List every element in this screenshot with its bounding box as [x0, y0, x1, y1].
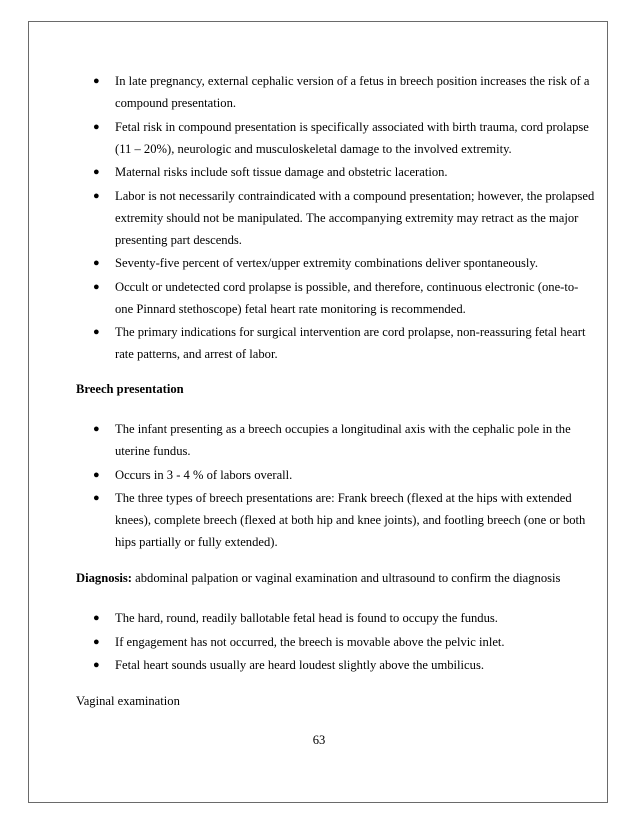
bullet-icon: ● [93, 257, 100, 269]
list-item: ● The primary indications for surgical intervention are cord prolapse, non-reassuring fetal heart rate patterns, and arrest of labor. [76, 321, 596, 365]
bullet-icon: ● [93, 326, 100, 338]
bullet-icon: ● [93, 189, 100, 202]
bullet-icon: ● [93, 659, 100, 671]
list-item: ● In late pregnancy, external cephalic version of a fetus in breech position increases the risk of a compound presentation. [76, 70, 596, 114]
list-item: ● Seventy-five percent of vertex/upper extremity combinations deliver spontaneously. [76, 252, 596, 274]
diagnosis-paragraph [76, 567, 596, 589]
bullet-icon: ● [93, 280, 100, 293]
list-item: ● If engagement has not occurred, the breech is movable above the pelvic inlet. [76, 631, 596, 653]
document-body [76, 70, 596, 712]
bullet-icon: ● [93, 166, 100, 178]
bullet-icon: ● [93, 612, 100, 624]
page-number: 63 [312, 733, 326, 747]
list-item: ● Fetal heart sounds usually are heard loudest slightly above the umbilicus. [76, 654, 596, 676]
list-item: ● Occurs in 3 - 4 % of labors overall. [76, 464, 596, 486]
bullet-icon: ● [93, 75, 100, 87]
diagnosis-list [76, 607, 596, 676]
list-item: ● Maternal risks include soft tissue damage and obstetric laceration. [76, 161, 596, 183]
diagnosis-label: Diagnosis: [76, 571, 132, 585]
diagnosis-text: abdominal palpation or vaginal examination and ultrasound to confirm the diagnosis [131, 571, 561, 585]
list-item: ● Fetal risk in compound presentation is specifically associated with birth trauma, cord prolapse (11 – 20%), neurologic and musculoskeletal damage to the involved extremity. [76, 116, 596, 160]
list-item: ● The three types of breech presentations are: Frank breech (flexed at the hips with extended knees), complete breech (flexed at both hip and knee joints), and footling breech (one or both hips partially or fully extended). [76, 487, 596, 553]
vaginal-examination-heading: Vaginal examination [76, 694, 180, 708]
list-item: ● The infant presenting as a breech occupies a longitudinal axis with the cephalic pole in the uterine fundus. [76, 418, 596, 462]
list-item: ● Labor is not necessarily contraindicated with a compound presentation; however, the prolapsed extremity should not be manipulated. The accompanying extremity may retract as the major presenting part descends. [76, 185, 596, 251]
breech-presentation-heading: Breech presentation [76, 382, 184, 396]
breech-list [76, 418, 596, 553]
bullet-icon: ● [93, 492, 100, 504]
bullet-icon: ● [93, 635, 100, 648]
list-item: ● Occult or undetected cord prolapse is possible, and therefore, continuous electronic (one-to-one Pinnard stethoscope) fetal heart rate monitoring is recommended. [76, 276, 596, 320]
list-item: ● The hard, round, readily ballotable fetal head is found to occupy the fundus. [76, 607, 596, 629]
bullet-icon: ● [93, 468, 100, 481]
bullet-icon: ● [93, 423, 100, 435]
compound-presentation-list [76, 70, 596, 365]
bullet-icon: ● [93, 120, 100, 133]
